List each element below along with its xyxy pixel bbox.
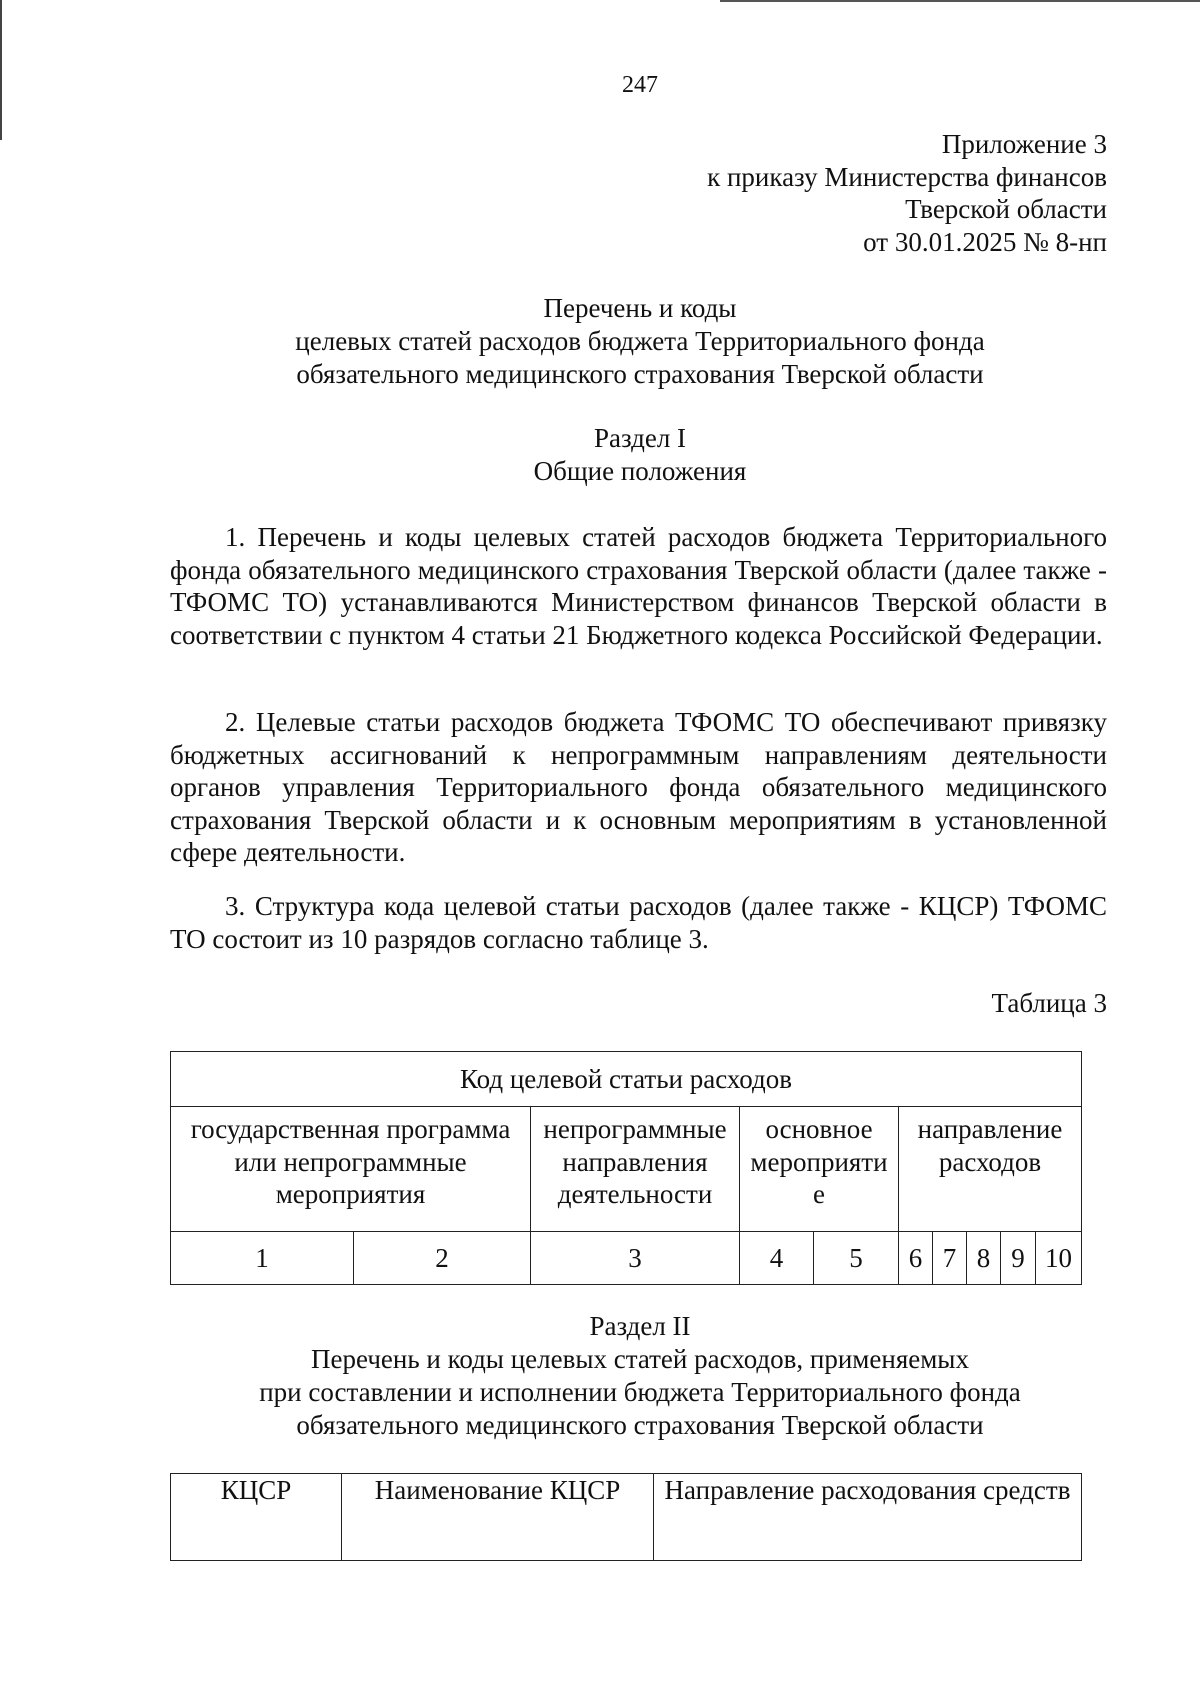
section2-heading: Раздел II	[589, 1311, 691, 1341]
approval-stamp-block	[707, 128, 1107, 258]
title-line-1: Перечень и коды	[543, 293, 737, 323]
approval-line-region: Тверской области	[905, 194, 1107, 224]
column-program: государственная программа или непрограммные мероприятия	[171, 1107, 531, 1232]
approval-line-order: к приказу Министерства финансов	[707, 161, 1107, 192]
digit-cell: 1	[171, 1232, 354, 1285]
digit-cell: 9	[1001, 1232, 1036, 1285]
scan-edge-left	[0, 0, 2, 140]
digit-cell: 2	[354, 1232, 531, 1285]
table3-header: Код целевой статьи расходов	[171, 1052, 1082, 1107]
section2-heading-block	[0, 1310, 1200, 1442]
digit-cell: 8	[967, 1232, 1001, 1285]
header-expense-direction: Направление расходования средств	[654, 1474, 1082, 1561]
section1-subheading: Общие положения	[533, 456, 747, 486]
approval-line-appendix: Приложение 3	[941, 129, 1107, 159]
column-expense-direction: направление расходов	[899, 1107, 1082, 1232]
digit-cell: 5	[814, 1232, 899, 1285]
section1-heading: Раздел I	[593, 423, 687, 453]
section1-heading-block	[0, 422, 1200, 488]
header-kcsr: КЦСР	[171, 1474, 342, 1561]
table3-caption: Таблица 3	[991, 988, 1107, 1018]
digit-cell: 10	[1036, 1232, 1082, 1285]
code-structure-table	[170, 1051, 1082, 1285]
kcsr-list-table	[170, 1473, 1082, 1561]
document-title	[0, 292, 1200, 391]
section2-line-2: при составлении и исполнении бюджета Территориального фонда	[259, 1377, 1021, 1407]
digit-cell: 7	[933, 1232, 967, 1285]
section2-line-3: обязательного медицинского страхования Тверской области	[296, 1410, 984, 1440]
header-kcsr-name: Наименование КЦСР	[342, 1474, 654, 1561]
digit-cell: 4	[740, 1232, 814, 1285]
digit-cell: 3	[531, 1232, 740, 1285]
column-main-activity: основное мероприяти е	[740, 1107, 899, 1232]
paragraph-3: 3. Структура кода целевой статьи расходов (далее также - КЦСР) ТФОМС ТО состоит из 10 разрядов согласно таблице 3.	[170, 891, 1107, 954]
paragraph-2: 2. Целевые статьи расходов бюджета ТФОМС ТО обеспечивают привязку бюджетных ассигнований к непрограммным направлениям деятельности органов управления Территориального фонда обязательного медицинского страхования Тверской области и к основным мероприятиям в установленной сфере деятельности.	[170, 707, 1107, 867]
column-nonprogram-directions: непрограммные направления деятельности	[531, 1107, 740, 1232]
page-number: 247	[622, 72, 658, 98]
approval-line-date: от 30.01.2025 № 8-нп	[863, 226, 1107, 257]
scan-edge-top	[720, 0, 1200, 2]
section2-line-1: Перечень и коды целевых статей расходов, применяемых	[311, 1344, 969, 1374]
paragraph-1: 1. Перечень и коды целевых статей расходов бюджета Территориального фонда обязательного медицинского страхования Тверской области (далее также - ТФОМС ТО) устанавливаются Министерством финансов Тверской области в соответствии с пунктом 4 статьи 21 Бюджетного кодекса Российской Федерации.	[170, 522, 1107, 650]
digit-cell: 6	[899, 1232, 933, 1285]
title-line-3: обязательного медицинского страхования Тверской области	[296, 359, 984, 389]
title-line-2: целевых статей расходов бюджета Территориального фонда	[295, 326, 985, 356]
